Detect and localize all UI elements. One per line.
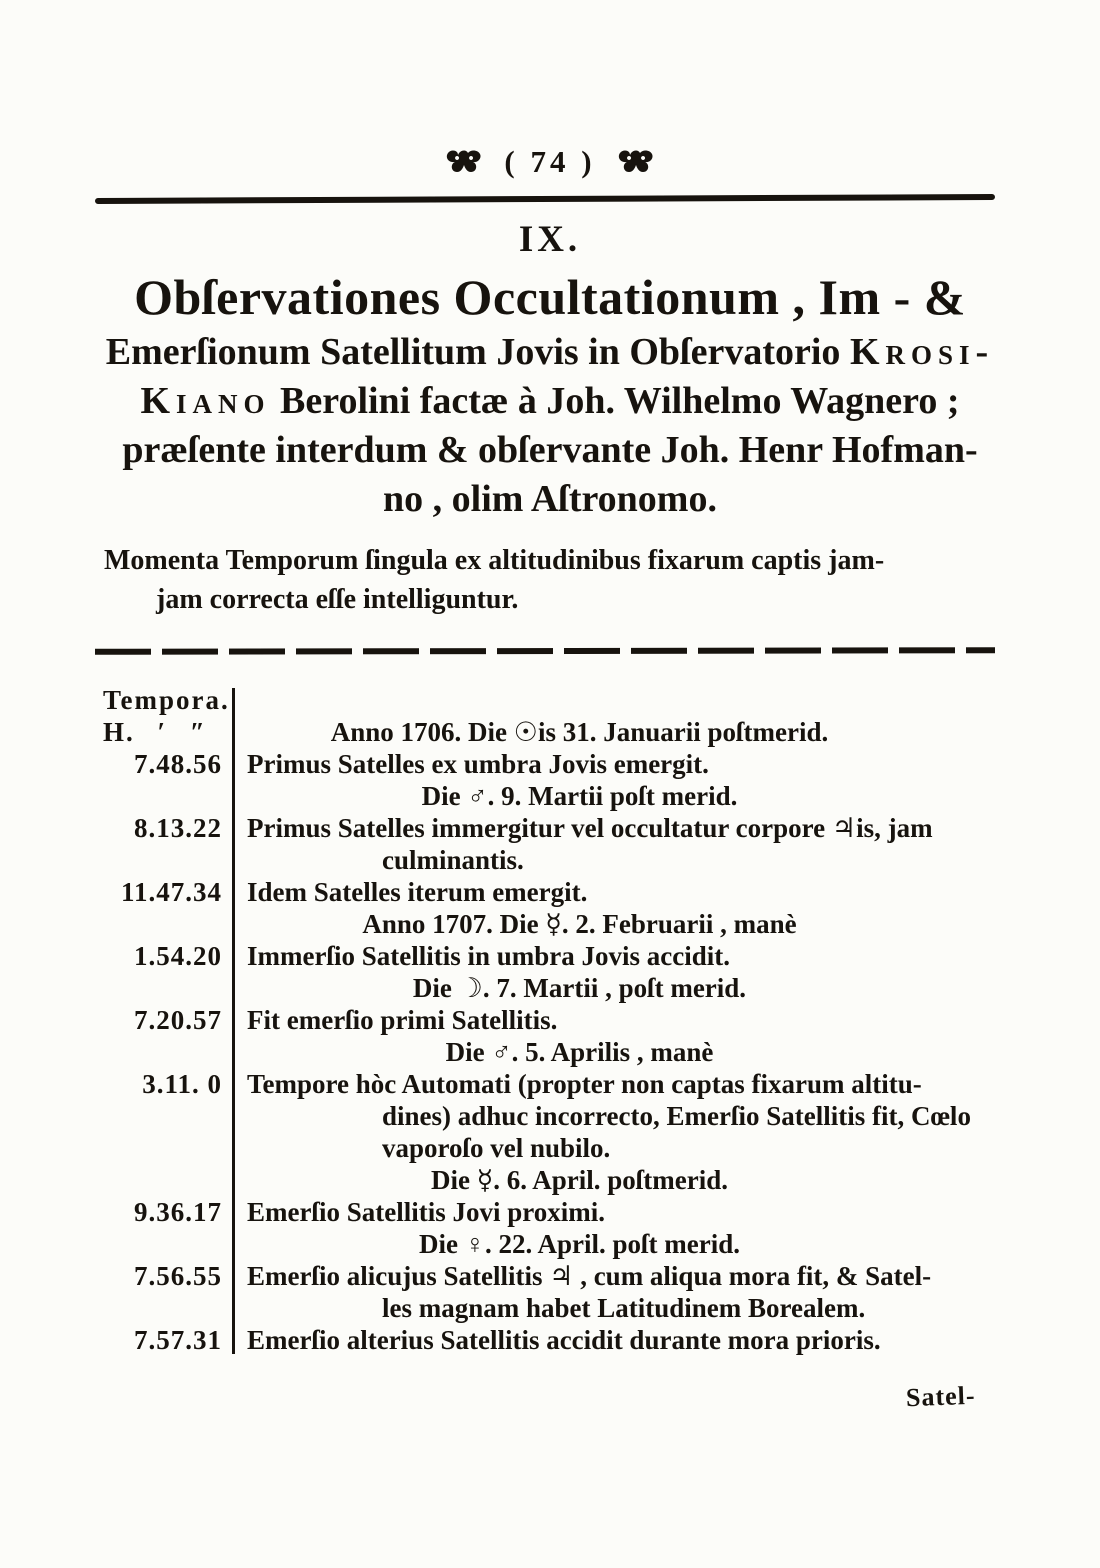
section-number: IX. xyxy=(518,219,582,260)
observation-text: Primus Satelles immergitur vel occultatur corpore ♃is, jam xyxy=(247,813,933,843)
time-value xyxy=(95,908,232,940)
time-value: 1.54.20 xyxy=(134,941,222,971)
table-row xyxy=(95,908,997,940)
catchword: Satel- xyxy=(905,1380,977,1413)
observation-text: Fit emerſio primi Satellitis. xyxy=(247,1005,558,1035)
table-row xyxy=(95,1164,997,1196)
time-value: 7.57.31 xyxy=(134,1325,222,1355)
observation-text: Immerſio Satellitis in umbra Jovis accidit. xyxy=(247,941,730,971)
printer-fleuron-left-icon xyxy=(444,147,484,177)
time-value: 7.48.56 xyxy=(134,749,222,779)
time-value xyxy=(95,1100,232,1132)
date-heading: Anno 1707. Die ☿. 2. Februarii , manè xyxy=(362,909,797,939)
title-line-5: no , olim Aſtronomo. xyxy=(383,478,717,520)
table-row xyxy=(95,940,997,972)
title-line-3-smallcaps: Kiano xyxy=(140,380,271,422)
table-row xyxy=(95,876,997,908)
page-number: ( 74 ) xyxy=(504,144,596,179)
table-row xyxy=(95,1036,997,1068)
table-row xyxy=(95,1196,997,1228)
time-value xyxy=(95,972,232,1004)
date-heading: Die ☿. 6. April. poſtmerid. xyxy=(430,1165,729,1195)
continuation-text: culminantis. xyxy=(382,845,524,875)
table-row xyxy=(95,748,997,780)
date-heading: Anno 1706. Die ☉is 31. Januarii poſtmerid. xyxy=(330,717,829,747)
intro-line-1: Momenta Temporum ſingula ex altitudinibus fixarum captis jam- xyxy=(104,545,885,576)
title-line-3 xyxy=(55,377,1045,426)
time-value: 3.11. 0 xyxy=(142,1069,222,1099)
table-row xyxy=(95,1100,997,1132)
tempora-label: Tempora. xyxy=(103,685,230,715)
observation-text xyxy=(232,684,997,716)
observation-text: Emerſio Satellitis Jovi proximi. xyxy=(247,1197,605,1227)
title-line-2 xyxy=(55,328,1045,377)
time-value xyxy=(95,844,232,876)
time-value xyxy=(95,1292,232,1324)
table-row xyxy=(95,844,997,876)
table-row xyxy=(95,972,997,1004)
table-row xyxy=(95,716,997,748)
table-row xyxy=(95,1260,997,1292)
title-line-2-smallcaps: Krosi- xyxy=(849,331,995,373)
date-heading: Die ♀. 22. April. poſt merid. xyxy=(419,1229,740,1259)
continuation-text: les magnam habet Latitudinem Borealem. xyxy=(382,1293,866,1323)
table-row xyxy=(95,1228,997,1260)
table-row xyxy=(95,780,997,812)
time-value xyxy=(95,1228,232,1260)
table-row xyxy=(95,812,997,844)
table-row xyxy=(95,1324,997,1356)
observations-table xyxy=(95,684,997,1356)
date-heading: Die ♂. 5. Aprilis , manè xyxy=(445,1037,714,1067)
header-rule xyxy=(95,194,995,204)
title-line-2-main: Emerſionum Satellitum Jovis in Obſervatorio xyxy=(105,331,850,373)
intro-paragraph xyxy=(104,541,988,619)
observation-text: Emerſio alterius Satellitis accidit durante mora prioris. xyxy=(247,1325,881,1355)
time-value xyxy=(95,780,232,812)
date-heading: Die ☽. 7. Martii , poſt merid. xyxy=(412,973,747,1003)
table-row xyxy=(95,1068,997,1100)
date-heading: Die ♂. 9. Martii poſt merid. xyxy=(421,781,738,811)
table-row xyxy=(95,1004,997,1036)
section-divider-rule xyxy=(95,647,995,655)
observation-text: Idem Satelles iterum emergit. xyxy=(247,877,588,907)
page-header xyxy=(0,144,1100,180)
time-value xyxy=(95,1132,232,1164)
table-row xyxy=(95,684,997,716)
title-line-3-main: Berolini factæ à Joh. Wilhelmo Wagnero ; xyxy=(270,380,960,422)
printer-fleuron-right-icon xyxy=(616,147,656,177)
table-vertical-rule xyxy=(232,688,235,1354)
intro-line-2: jam correcta eſſe intelliguntur. xyxy=(156,584,519,615)
table-row xyxy=(95,1132,997,1164)
time-value: 7.20.57 xyxy=(134,1005,222,1035)
observation-text: Emerſio alicujus Satellitis ♃ , cum aliqua mora fit, & Satel- xyxy=(247,1261,932,1291)
observation-text: Primus Satelles ex umbra Jovis emergit. xyxy=(247,749,709,779)
title-line-1: Obſervationes Occultationum , Im - & xyxy=(134,269,966,325)
time-value: 8.13.22 xyxy=(134,813,222,843)
time-value: 9.36.17 xyxy=(134,1197,222,1227)
title-line-4: præſente interdum & obſervante Joh. Henr Hofman- xyxy=(122,429,978,471)
time-value xyxy=(95,1036,232,1068)
continuation-text: dines) adhuc incorrecto, Emerſio Satellitis fit, Cœlo xyxy=(382,1101,971,1131)
table-row xyxy=(95,1292,997,1324)
continuation-text: vaporoſo vel nubilo. xyxy=(382,1133,611,1163)
time-value: 11.47.34 xyxy=(120,877,222,907)
observation-text: Tempore hòc Automati (propter non captas fixarum altitu- xyxy=(247,1069,922,1099)
time-value xyxy=(95,1164,232,1196)
time-value: 7.56.55 xyxy=(134,1261,222,1291)
article-title xyxy=(55,266,1045,524)
units-label: H. ′ ″ xyxy=(103,717,207,747)
